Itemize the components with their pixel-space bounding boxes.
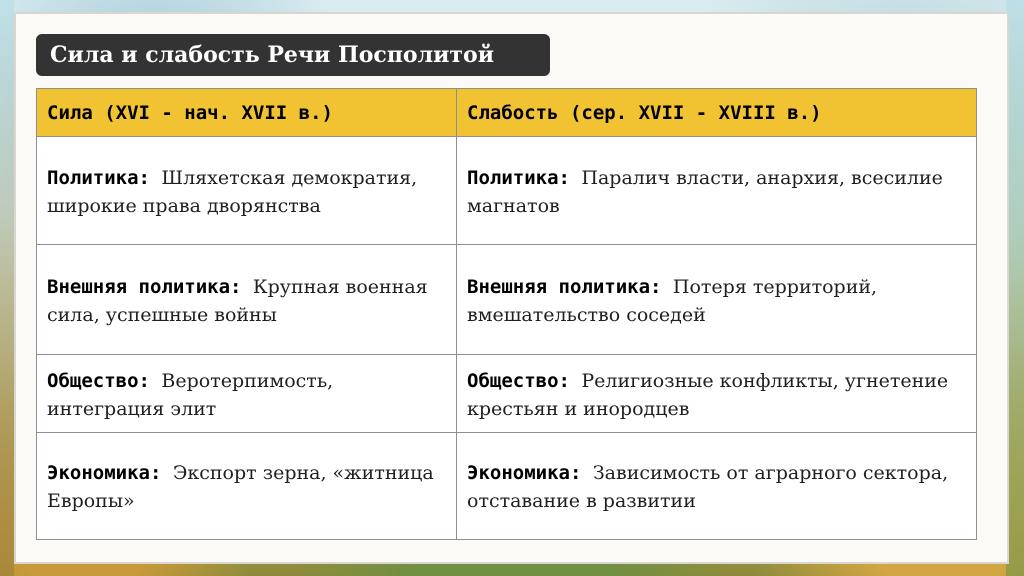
- table-row: [37, 245, 977, 355]
- cell-text: Веротерпимость, интеграция элит: [47, 369, 334, 420]
- category-label: Общество:: [47, 369, 162, 392]
- category-label: Общество:: [467, 369, 582, 392]
- weakness-cell: [457, 137, 977, 245]
- cell-text: Потеря территорий, вмешательство соседей: [467, 275, 878, 326]
- table-row: [37, 355, 977, 433]
- category-label: Экономика:: [467, 462, 593, 484]
- table-header-row: [37, 89, 977, 137]
- cell-text: Паралич власти, анархия, всесилие магнатов: [467, 166, 943, 217]
- weakness-cell: [457, 245, 977, 355]
- strength-cell: [37, 433, 457, 540]
- cell-text: Крупная военная сила, успешные войны: [47, 275, 428, 326]
- weakness-cell: [457, 355, 977, 433]
- slide-title-box: [36, 34, 550, 76]
- cell-text: Зависимость от аграрного сектора, отставание в развитии: [467, 462, 949, 512]
- strength-cell: [37, 245, 457, 355]
- category-label: Политика:: [47, 166, 162, 189]
- strength-cell: [37, 355, 457, 433]
- weakness-header: Слабость (сер. XVII - XVIII в.): [457, 89, 977, 137]
- strength-header: Сила (XVI - нач. XVII в.): [37, 89, 457, 137]
- table-row: [37, 433, 977, 540]
- cell-text: Экспорт зерна, «житница Европы»: [47, 462, 434, 512]
- cell-text: Религиозные конфликты, угнетение крестьян и инородцев: [467, 369, 949, 420]
- category-label: Внешняя политика:: [467, 275, 673, 298]
- slide-title: Сила и слабость Речи Посполитой: [50, 42, 495, 68]
- background-left-decoration: [0, 0, 14, 576]
- table-row: [37, 137, 977, 245]
- comparison-table-container: [36, 88, 976, 539]
- cell-text: Шляхетская демократия, широкие права дворянства: [47, 166, 418, 217]
- category-label: Политика:: [467, 166, 582, 189]
- strength-cell: [37, 137, 457, 245]
- category-label: Внешняя политика:: [47, 275, 253, 298]
- weakness-cell: [457, 433, 977, 540]
- category-label: Экономика:: [47, 462, 173, 484]
- comparison-table: [36, 88, 977, 540]
